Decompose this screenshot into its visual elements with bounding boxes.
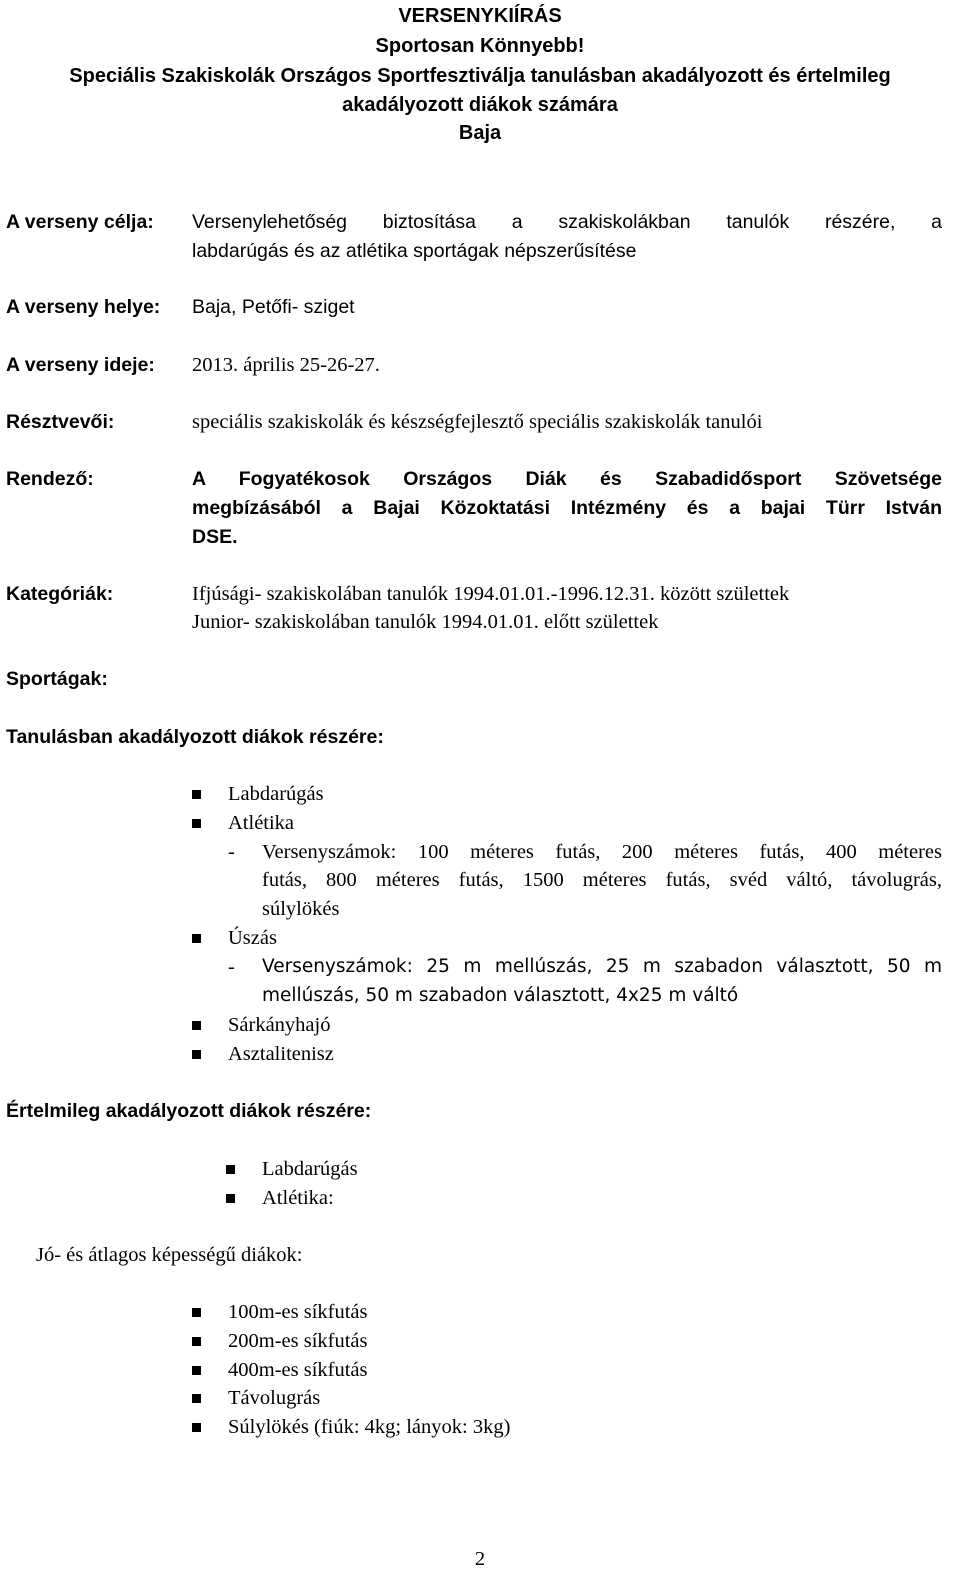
event-title-line-1: Speciális Szakiskolák Országos Sportfesztiválja tanulásban akadályozott és értelmileg [69, 65, 891, 87]
organizer-label: Rendező: [6, 468, 94, 490]
bullet-square-icon [192, 1042, 204, 1066]
event-item-100m: 100m-es síkfutás [228, 1301, 368, 1323]
athletics-events-line-1: Versenyszámok: 100 méteres futás, 200 méteres futás, 400 méteres [262, 841, 942, 863]
bullet-square-icon [226, 1157, 238, 1181]
date-value: 2013. április 25-26-27. [192, 354, 380, 376]
event-item-shot-put: Súlylökés (fiúk: 4kg; lányok: 3kg) [228, 1416, 511, 1438]
sport-item-swimming: Úszás [228, 927, 277, 949]
bullet-square-icon [192, 1415, 204, 1439]
athletics-events-line-3: súlylökés [262, 898, 340, 920]
bullet-square-icon [192, 1358, 204, 1382]
bullet-square-icon [192, 782, 204, 806]
venue-value: Baja, Petőfi- sziget [192, 296, 355, 318]
participants-label: Résztvevői: [6, 411, 115, 433]
organizer-line-3: DSE. [192, 526, 238, 548]
organizer-line-1: A Fogyatékosok Országos Diák és Szabadidősport Szövetsége [192, 468, 942, 490]
bullet-square-icon [192, 811, 204, 835]
swimming-events-line-2: mellúszás, 50 m szabadon választott, 4x25 m váltó [262, 985, 739, 1006]
intellectually-disabled-heading: Értelmileg akadályozott diákok részére: [6, 1100, 372, 1122]
sport-item-football: Labdarúgás [228, 783, 324, 805]
event-item-400m: 400m-es síkfutás [228, 1359, 368, 1381]
sport-item-table-tennis: Asztalitenisz [228, 1043, 334, 1065]
bullet-square-icon [192, 1300, 204, 1324]
learning-disabled-heading: Tanulásban akadályozott diákok részére: [6, 726, 384, 748]
goal-line-1: Versenylehetőség biztosítása a szakiskolákban tanulók részére, a [192, 211, 942, 233]
venue-label: A verseny helye: [6, 296, 161, 318]
bullet-square-icon [226, 1186, 238, 1210]
event-item-200m: 200m-es síkfutás [228, 1330, 368, 1352]
category-youth: Ifjúsági- szakiskolában tanulók 1994.01.01.-1996.12.31. között születtek [192, 583, 790, 605]
swimming-events-line-1: Versenyszámok: 25 m mellúszás, 25 m szabadon választott, 50 m [262, 956, 942, 977]
sport-item-dragon-boat: Sárkányhajó [228, 1014, 331, 1036]
participants-value: speciális szakiskolák és készségfejlesztő speciális szakiskolák tanulói [192, 411, 763, 433]
goal-label: A verseny célja: [6, 211, 154, 233]
sport-item-athletics: Atlétika: [262, 1187, 334, 1209]
goal-line-2: labdarúgás és az atlétika sportágak népszerűsítése [192, 240, 637, 262]
bullet-square-icon [192, 1013, 204, 1037]
category-junior: Junior- szakiskolában tanulók 1994.01.01. előtt születtek [192, 611, 659, 633]
doc-subtitle: Sportosan Könnyebb! [375, 35, 585, 57]
athletics-events-line-2: futás, 800 méteres futás, 1500 méteres futás, svéd váltó, távolugrás, [262, 869, 942, 891]
page-number: 2 [474, 1548, 486, 1570]
ability-group-heading: Jó- és átlagos képességű diákok: [36, 1244, 303, 1266]
sport-item-football: Labdarúgás [262, 1158, 358, 1180]
dash-marker: - [228, 956, 235, 978]
sports-heading: Sportágak: [6, 668, 108, 690]
bullet-square-icon [192, 1386, 204, 1410]
event-city: Baja [458, 122, 502, 144]
event-title-line-2: akadályozott diákok számára [342, 94, 618, 116]
bullet-square-icon [192, 1329, 204, 1353]
date-label: A verseny ideje: [6, 354, 155, 376]
categories-label: Kategóriák: [6, 583, 114, 605]
sport-item-athletics: Atlétika [228, 812, 295, 834]
doc-title: VERSENYKIÍRÁS [398, 5, 562, 27]
bullet-square-icon [192, 926, 204, 950]
organizer-line-2: megbízásából a Bajai Közoktatási Intézmény és a bajai Türr István [192, 497, 942, 519]
dash-marker: - [228, 841, 235, 863]
event-item-long-jump: Távolugrás [228, 1387, 321, 1409]
